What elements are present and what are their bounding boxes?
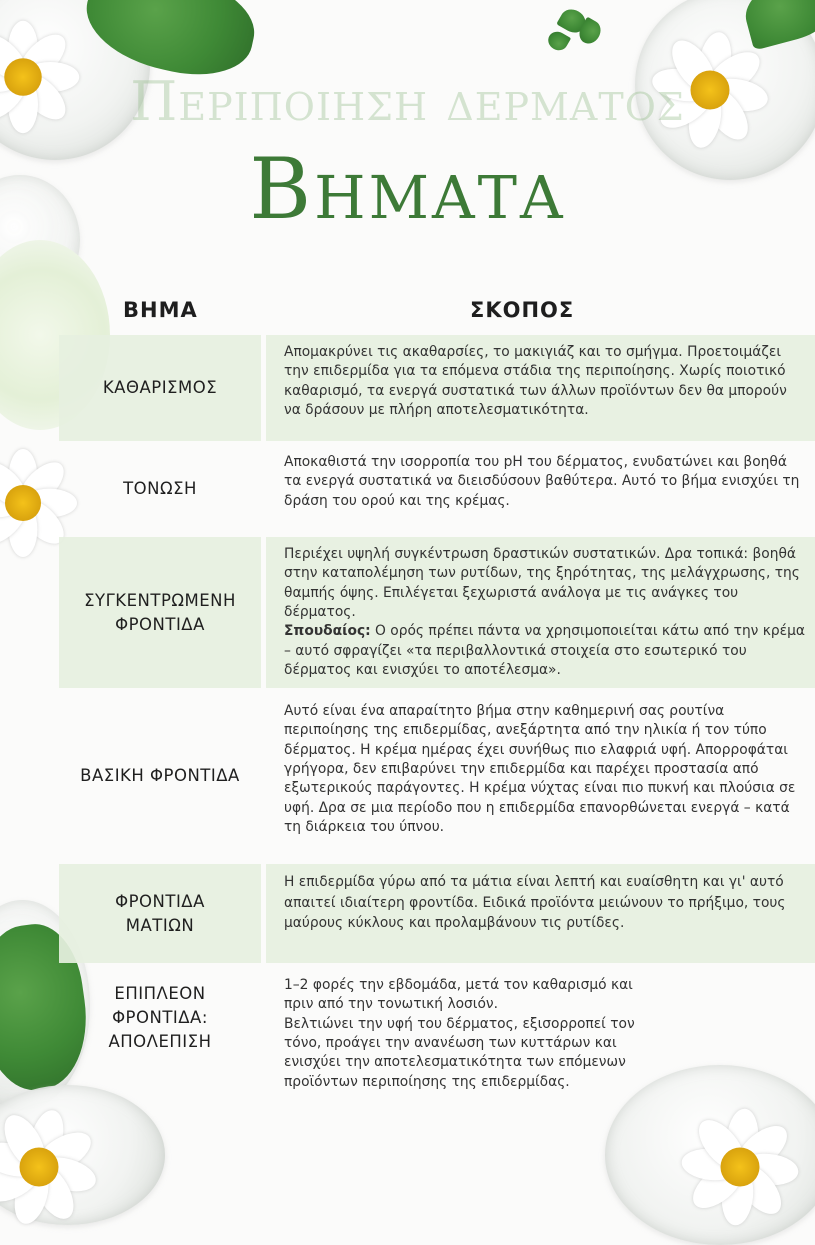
step-label: ΤΟΝΩΣΗ (123, 478, 197, 498)
purpose-cell: Απομακρύνει τις ακαθαρσίες, το μακιγιάζ και το σμήγμα. Προετοιμάζει την επιδερμίδα για τα επόμενα στάδια της περιποίησης. Χωρίς ποιοτικό καθαρισμό, τα ενεργά συστατικά των άλλων προϊόντων δεν θα μπορούν να δράσουν με πλήρη αποτελεσματικότητα. (266, 335, 815, 441)
table-row (59, 445, 815, 532)
daisy-flower-icon (682, 1109, 799, 1226)
step-cell (59, 335, 261, 441)
page-title: Βηματα (249, 140, 566, 238)
step-cell (59, 445, 261, 532)
table-row (59, 335, 815, 441)
purpose-cell: Αυτό είναι ένα απαραίτητο βήμα στην καθημερινή σας ρουτίνα περιποίησης της επιδερμίδας, ανεξάρτητα από την ηλικία ή τον τύπο δέρματος. Η κρέμα ημέρας έχει συνήθως πιο ελαφριά υφή. Απορροφάται γρήγορα, δεν επιβαρύνει την επιδερμίδα και παρέχει προστασία από εξωτερικούς παράγοντες. Η κρέμα νύχτας είναι πιο πυκνή και πλούσια σε υφή. Δρα σε μια περίοδο που η επιδερμίδα επανορθώνεται ενεργά – κατά τη διάρκεια του ύπνου. (284, 703, 796, 835)
table-row (59, 537, 815, 688)
step-label: ΕΠΙΠΛΕΟΝ ΦΡΟΝΤΙΔΑ: ΑΠΟΛΕΠΙΣΗ (108, 984, 212, 1051)
step-label: ΣΥΓΚΕΝΤΡΩΜΕΝΗ ΦΡΟΝΤΙΔΑ (84, 590, 236, 634)
purpose-cell (266, 537, 815, 688)
step-label: ΦΡΟΝΤΙΔΑ ΜΑΤΙΩΝ (115, 891, 205, 935)
note-label: Σπουδαίος: (284, 623, 371, 640)
step-cell (59, 968, 261, 1098)
step-label: ΚΑΘΑΡΙΣΜΟΣ (102, 378, 218, 398)
step-cell (59, 864, 261, 963)
table-row (59, 968, 815, 1098)
step-label: ΒΑΣΙΚΗ ΦΡΟΝΤΙΔΑ (80, 765, 240, 785)
clover-leaf-top-3 (545, 28, 571, 54)
page-subtitle: Περιποιηση δερματος (130, 70, 685, 133)
purpose-cell: Η επιδερμίδα γύρω από τα μάτια είναι λεπτή και ευαίσθητη και γι' αυτό απαιτεί ιδιαίτερη φροντίδα. Ειδικά προϊόντα μειώνουν το πρήξιμο, τους μαύρους κύκλους και προλαμβάνουν τις ρυτίδες. (266, 864, 815, 963)
purpose-text: 1–2 φορές την εβδομάδα, μετά τον καθαρισμό και πριν από την τονωτική λοσιόν. (284, 977, 633, 1013)
daisy-flower-icon (0, 1109, 98, 1226)
column-header-purpose: ΣΚΟΠΟΣ (470, 298, 575, 322)
column-header-step: ΒΗΜΑ (123, 298, 198, 322)
purpose-text-2: Βελτιώνει την υφή του δέρματος, εξισορροπεί τον τόνο, προάγει την ανανέωση των κυττάρων και ενισχύει την αποτελεσματικότητα των επόμενων προϊόντων περιποίησης της επιδερμίδας. (284, 1015, 635, 1090)
purpose-cell (266, 968, 815, 1098)
purpose-text: Περιέχει υψηλή συγκέντρωση δραστικών συστατικών. Δρα τοπικά: βοηθά στην καταπολέμηση των ρυτίδων, της ξηρότητας, της μελάγχρωσης, της θαμπής όψης. Επιλέγεται ξεχωριστά ανάλογα με τις ανάγκες του δέρματος. (284, 546, 800, 620)
purpose-cell: Αποκαθιστά την ισορροπία του pH του δέρματος, ενυδατώνει και βοηθά τα ενεργά συστατικά να διεισδύσουν βαθύτερα. Αυτό το βήμα ενισχύει τη δράση του ορού και της κρέμας. (284, 454, 800, 509)
table-row (59, 864, 815, 963)
note-text: Ο ορός πρέπει πάντα να χρησιμοποιείται κάτω από την κρέμα – αυτό σφραγίζει «τα περιβαλλοντικά στοιχεία στο εσωτερικό του δέρματος και ενισχύει το αποτέλεσμα». (284, 623, 805, 678)
table-row (59, 694, 815, 857)
step-cell (59, 537, 261, 688)
step-cell (59, 694, 261, 857)
